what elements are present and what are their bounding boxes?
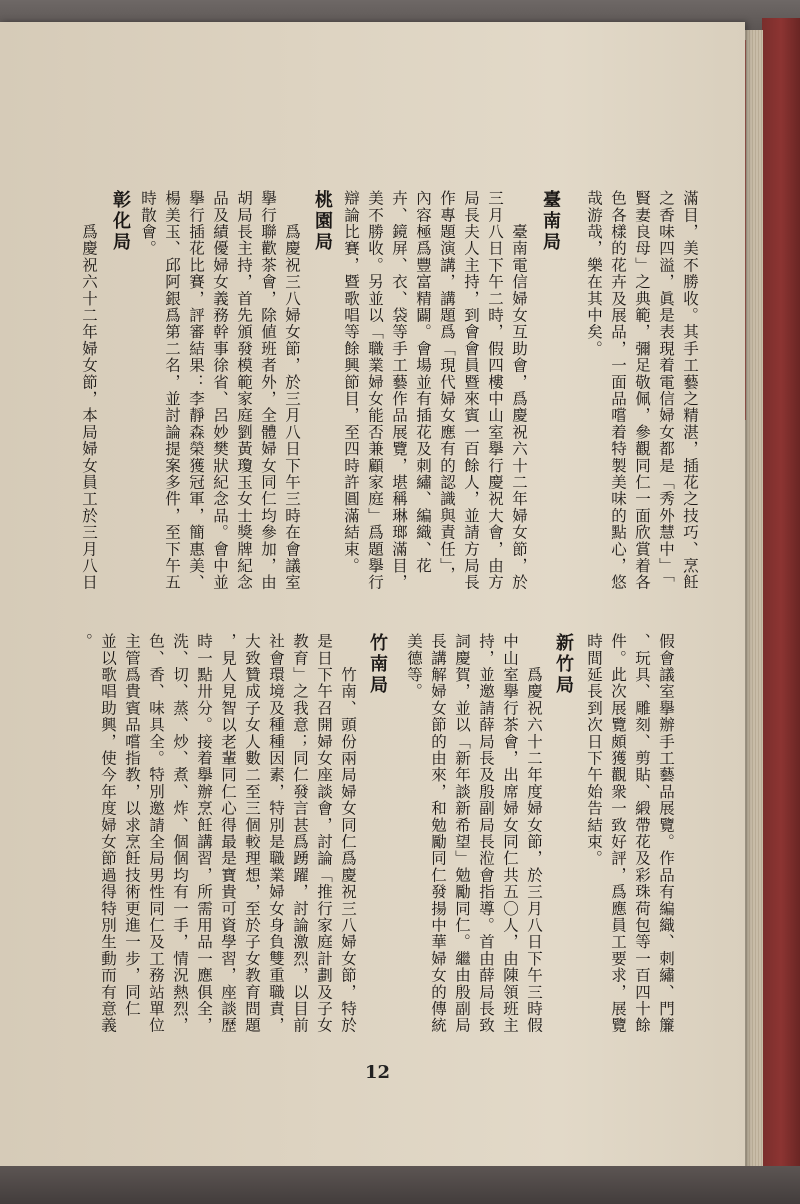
text-column: 主管爲貴賓品嚐指教，以求烹飪技術更進一步，同仁 xyxy=(123,633,141,1018)
text-column: 時間延長到次日下午始告結束。 xyxy=(585,633,603,867)
text-column: 並以歌唱助興，使今年度婦女節過得特別生動而有意義 xyxy=(99,633,117,1034)
text-column: 時散會。 xyxy=(139,190,157,257)
section-heading-hsinchu: 新竹局 xyxy=(553,633,574,696)
text-column: 件。此次展覽頗獲觀衆一致好評，爲應員工要求，展覽 xyxy=(609,633,627,1034)
text-column: 臺南電信婦女互助會，爲慶祝六十二年婦女節，於 xyxy=(510,190,528,591)
text-column: ，見人見智以老輩同仁心得最是寶貴可資學習，座談歷 xyxy=(219,633,237,1034)
text-column: 教育」之我意；同仁發言甚爲踴躍，討論激烈，以目前 xyxy=(291,633,309,1034)
text-column: 大致贊成子女人數二至三個較理想，至於子女教育問題 xyxy=(243,633,261,1034)
text-column: 辯論比賽，暨歌唱等餘興節目，至四時許圓滿結束。 xyxy=(342,190,360,575)
text-column: 作專題演講，講題爲「現代婦女應有的認識與責任」， xyxy=(438,190,456,584)
text-column: 之香味四溢，眞是表現着電信婦女都是「秀外慧中」「 xyxy=(657,190,675,584)
text-column: 假會議室擧辦手工藝品展覽。作品有編織、刺繡、門簾 xyxy=(657,633,675,1034)
text-column: 楊美玉、邱阿銀爲第二名，並討論提案多件，至下午五 xyxy=(163,190,181,591)
text-column: 洗、切、蒸、炒、煮、炸、個個均有一手，情況熱烈， xyxy=(171,633,189,1034)
text-column: 爲慶祝六十二年婦女節，本局婦女員工於三月八日 xyxy=(80,190,98,591)
text-column: 色各樣的花卉及展品，一面品嚐着特製美味的點心，悠 xyxy=(609,190,627,591)
text-column: 三月八日下午二時，假四樓中山室擧行慶祝大會，由方 xyxy=(486,190,504,591)
book-cover-bottom xyxy=(0,1166,800,1204)
text-column: 擧行聯歡茶會，除値班者外，全體婦女同仁均參加，由 xyxy=(259,190,277,591)
text-column: 品及績優婦女義務幹事徐省、呂妙樊狀紀念品。會中並 xyxy=(211,190,229,591)
text-column: 賢妻良母」之典範，彌足敬佩，參觀同仁一面欣賞着各 xyxy=(633,190,651,591)
text-column: 局長夫人主持，到會會員暨來賓一百餘人，並請方局長 xyxy=(462,190,480,591)
text-column: 長講解婦女節的由來，和勉勵同仁發揚中華婦女的傳統 xyxy=(429,633,447,1034)
text-column: 詞慶賀，並以「新年談新希望」勉勵同仁。繼由殷副局 xyxy=(453,633,471,1034)
text-column: 爲慶祝六十二年度婦女節，於三月八日下午三時假 xyxy=(525,633,543,1034)
text-column: 時一點卅分。接着擧辦烹飪講習，所需用品一應俱全， xyxy=(195,633,213,1034)
text-column: 是日下午召開婦女座談會，討論「推行家庭計劃及子女 xyxy=(315,633,333,1034)
text-column: 、玩具、雕刻、剪貼、緞帶花及彩珠荷包等一百四十餘 xyxy=(633,633,651,1034)
text-column: 爲慶祝三八婦女節，於三月八日下午三時在會議室 xyxy=(283,190,301,591)
book-spine xyxy=(762,18,800,1178)
text-column: 社會環境及種種因素，特別是職業婦女身負雙重職責， xyxy=(267,633,285,1034)
section-heading-taoyuan: 桃園局 xyxy=(312,190,333,253)
text-column: 哉游哉，樂在其中矣。 xyxy=(585,190,603,357)
section-heading-changhua: 彰化局 xyxy=(110,190,131,253)
text-column: 美德等。 xyxy=(405,633,423,700)
text-column: 擧行插花比賽，評審結果：李靜森榮獲冠軍，簡惠美、 xyxy=(187,190,205,591)
text-column: 色、香、味具全。特別邀請全局男性同仁及工務站單位 xyxy=(147,633,165,1034)
text-column: 美不勝收。另並以「職業婦女能否兼顧家庭」爲題擧行 xyxy=(366,190,384,591)
text-column: 。 xyxy=(75,633,93,650)
text-column: 胡局長主持，首先頒發模範家庭劉黃瓊玉女士獎牌紀念 xyxy=(235,190,253,591)
text-column: 持，並邀請薛局長及殷副局長涖會指導。首由薛局長致 xyxy=(477,633,495,1034)
text-column: 內容極爲豐富精闢。會場並有插花及刺繡、編織、花 xyxy=(414,190,432,575)
page-number: 12 xyxy=(365,1062,391,1083)
section-heading-zhunan: 竹南局 xyxy=(367,633,388,696)
text-column: 竹南、頭份兩局婦女同仁爲慶祝三八婦女節，特於 xyxy=(339,633,357,1034)
section-heading-tainan: 臺南局 xyxy=(540,190,561,253)
text-column: 滿目，美不勝收。其手工藝之精湛，插花之技巧、烹飪 xyxy=(681,190,699,591)
text-column: 中山室擧行茶會，出席婦女同仁共五〇人，由陳領班主 xyxy=(501,633,519,1034)
text-column: 卉、鏡屏、衣、袋等手工藝作品展覽，堪稱琳瑯滿目， xyxy=(390,190,408,591)
